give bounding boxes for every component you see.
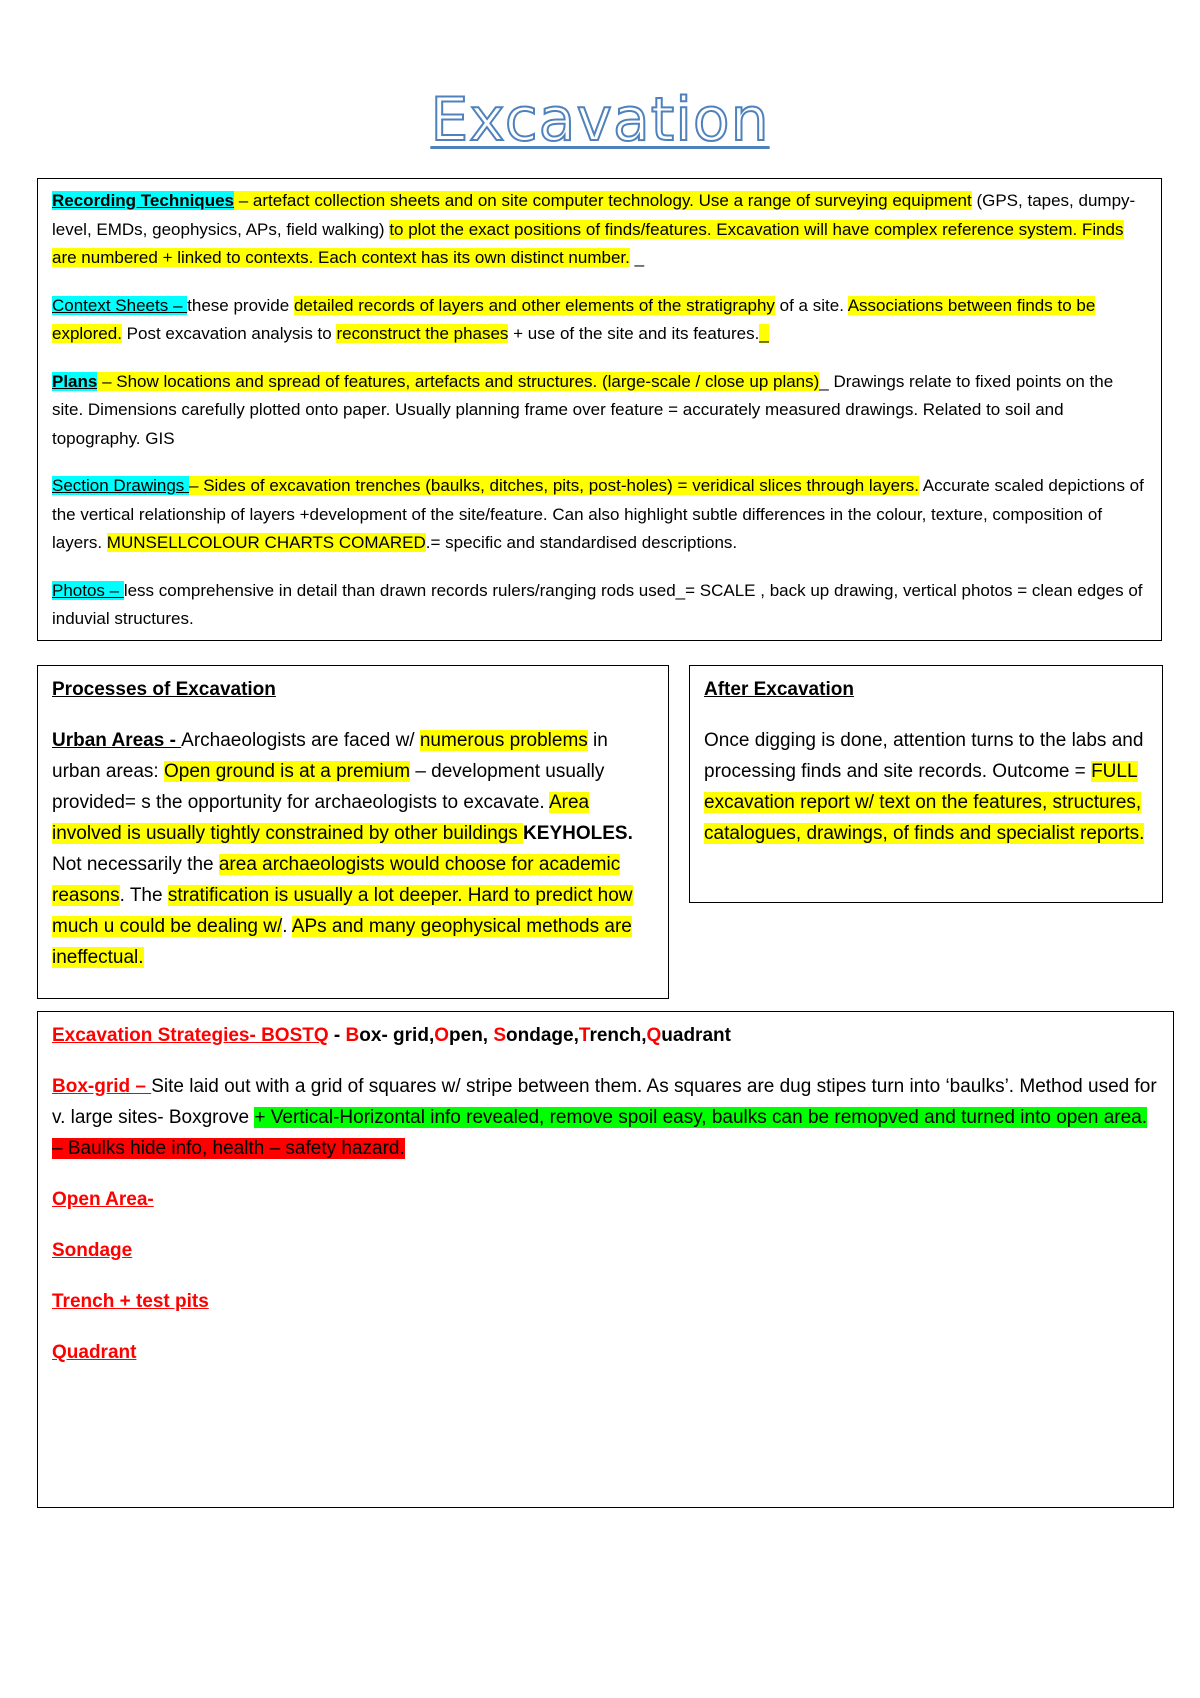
text-run: Once digging is done, attention turns to the labs and processing finds and site records. Outcome =	[704, 730, 1144, 782]
recording-techniques-paragraph	[52, 187, 1149, 273]
quadrant-heading: Quadrant	[52, 1342, 137, 1363]
section-drawings-label: Section Drawings	[52, 476, 190, 495]
sondage-heading: Sondage	[52, 1240, 133, 1261]
strategies-box	[37, 1011, 1174, 1508]
urban-areas-label: Urban Areas -	[52, 730, 182, 751]
text-run: stratification is usually a lot deeper. Hard to predict how much u could be dealing w/	[52, 885, 633, 937]
recording-methods-box	[37, 178, 1162, 641]
text-run: ox- grid,	[359, 1025, 435, 1046]
text-run: artefact collection sheets and on site computer technology.	[252, 191, 699, 210]
context-sheets-label: Context Sheets –	[52, 295, 188, 315]
text-run: to plot the exact positions of finds/features. Excavation will have complex reference system. Finds are numbered + linked to contexts. Each context has its own distinct number.	[52, 219, 1124, 267]
section-drawings-paragraph	[52, 472, 1149, 558]
photos-paragraph	[52, 577, 1149, 634]
letter-o: O	[434, 1025, 450, 1046]
text-run: Open ground is at a premium	[163, 761, 411, 782]
after-heading: After Excavation	[704, 679, 854, 700]
strategies-heading-line	[52, 1020, 1161, 1051]
box-grid-advantages: + Vertical-Horizontal info revealed, remove spoil easy, baulks can be remopved and turned into open area.	[254, 1107, 1148, 1128]
text-run: reconstruct the phases	[336, 324, 509, 343]
text-run: Not necessarily the	[52, 854, 219, 875]
strategies-heading: Excavation Strategies- BOSTQ	[52, 1025, 329, 1046]
text-run: Associations between finds to be explored.	[52, 295, 1096, 343]
photos-label: Photos –	[52, 580, 124, 600]
trench-heading: Trench + test pits	[52, 1291, 209, 1312]
text-run: Site laid out with a grid of squares w/ stripe between them. As squares are dug stipes turn into ‘baulks’. Method used for v. large sites- Boxgrove	[52, 1076, 1157, 1128]
text-run: – Show locations and spread of features, artefacts and structures. (large-scale / close up plans)	[97, 371, 820, 391]
text-run: KEYHOLES.	[523, 823, 633, 844]
box-grid-disadvantages: – Baulks hide info, health – safety hazard.	[52, 1138, 405, 1159]
text-run: . The	[119, 885, 168, 906]
text-run: – Sides of excavation trenches (baulks, ditches, pits, post-holes) = veridical slices through layers.	[189, 476, 919, 495]
text-run: less comprehensive in detail than drawn records rulers/ranging rods used_= SCALE , back up drawing, vertical photos = clean edges of induvial structures.	[52, 580, 1143, 628]
box-grid-paragraph	[52, 1071, 1161, 1164]
page-title: Excavation	[430, 85, 770, 155]
text-run: Use a range of surveying equipment	[698, 191, 972, 210]
open-area-heading: Open Area-	[52, 1189, 154, 1210]
text-run: APs and many geophysical methods are ineffectual.	[52, 916, 632, 968]
text-run: of a site.	[774, 295, 848, 315]
text-run: -	[328, 1025, 346, 1046]
processes-box	[37, 665, 669, 999]
letter-s: S	[493, 1025, 507, 1046]
recording-techniques-label: Recording Techniques	[52, 191, 234, 210]
plans-label: Plans	[52, 371, 98, 391]
box-grid-label: Box-grid –	[52, 1076, 152, 1097]
text-run: _ Drawings relate to fixed points on the site. Dimensions carefully plotted onto paper. Usually planning frame over feature = accurately measured drawings. Related to soil and topography. GIS	[52, 371, 1114, 448]
letter-t: T	[578, 1025, 590, 1046]
text-run: .	[282, 916, 292, 937]
text-run: –	[234, 191, 253, 210]
text-run: these provide	[187, 295, 294, 315]
text-run: .= specific and standardised descriptions.	[425, 533, 738, 552]
text-run: ondage,	[506, 1025, 579, 1046]
text-run: uadrant	[661, 1025, 731, 1046]
processes-heading: Processes of Excavation	[52, 679, 276, 700]
letter-q: Q	[646, 1025, 662, 1046]
text-run: Archaeologists are faced w/	[181, 730, 420, 751]
text-run: + use of the site and its features.	[508, 324, 760, 343]
text-run: Accurate scaled depictions of the vertical relationship of layers +development of the site/feature. Can also highlight subtle differences in the colour, texture, composition of layers.	[52, 476, 1144, 552]
urban-areas-paragraph	[52, 725, 656, 973]
text-run: area archaeologists would choose for academic reasons	[52, 854, 621, 906]
text-run: MUNSELLCOLOUR CHARTS COMARED	[106, 533, 426, 552]
text-run: Area involved is usually tightly constrained by other buildings	[52, 792, 590, 844]
context-sheets-paragraph	[52, 292, 1149, 349]
text-run: _	[629, 248, 645, 267]
after-paragraph	[704, 725, 1150, 849]
text-run: numerous problems	[419, 730, 588, 751]
text-run: _	[759, 324, 769, 343]
text-run: in urban areas:	[52, 730, 608, 782]
text-run: (GPS, tapes, dumpy- level, EMDs, geophysics, APs, field walking)	[52, 191, 1136, 239]
after-excavation-box	[689, 665, 1163, 903]
text-run: – development usually provided= s the opportunity for archaeologists to excavate.	[52, 761, 605, 813]
letter-b: B	[345, 1025, 360, 1046]
text-run: Post excavation analysis to	[121, 324, 337, 343]
text-run: detailed records of layers and other elements of the stratigraphy	[293, 295, 775, 315]
text-run: FULL excavation report w/ text on the features, structures, catalogues, drawings, of finds and specialist reports.	[704, 761, 1145, 844]
text-run: pen,	[449, 1025, 494, 1046]
text-run: rench,	[589, 1025, 647, 1046]
plans-paragraph	[52, 368, 1149, 454]
